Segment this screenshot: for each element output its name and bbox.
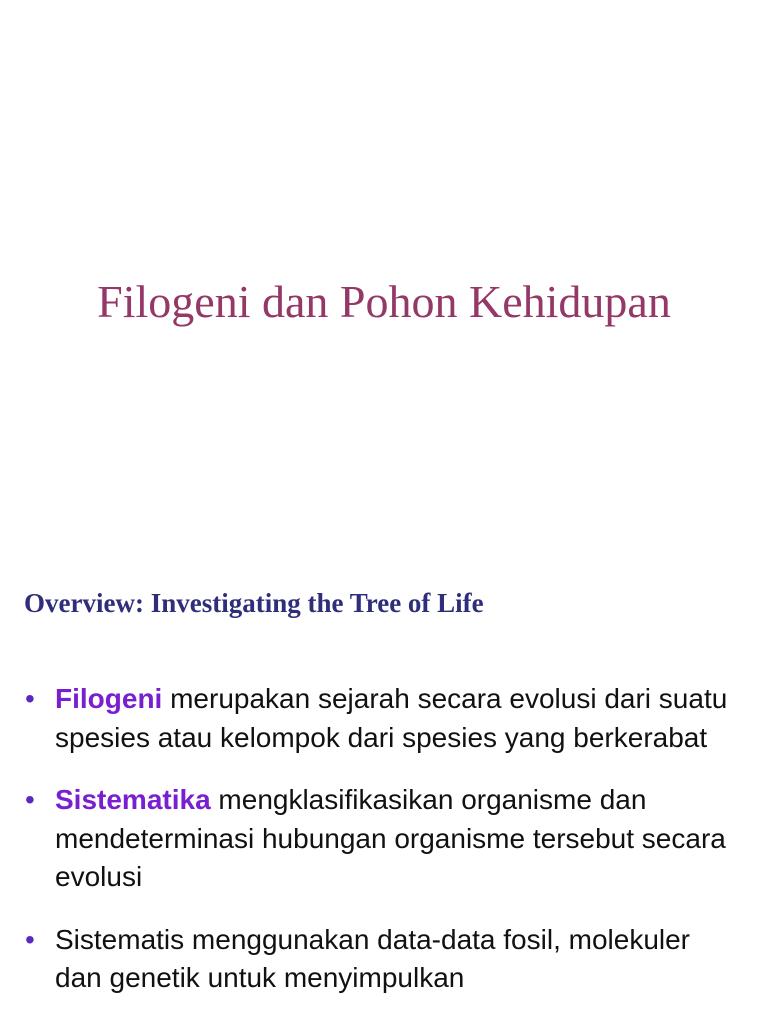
bullet-item-sistematika: [0, 781, 768, 897]
bullet-text: merupakan sejarah secara evolusi dari suatu spesies atau kelompok dari spesies yang berkerabat: [55, 683, 728, 753]
bullet-term: Sistematika: [55, 784, 211, 815]
slide-title: Filogeni dan Pohon Kehidupan: [97, 276, 671, 327]
bullet-dot-icon: •: [25, 784, 35, 815]
bullet-list: [0, 680, 768, 1022]
bullet-text: Sistematis menggunakan data-data fosil, molekuler dan genetik untuk menyimpulkan: [55, 923, 691, 993]
bullet-term: Filogeni: [55, 683, 163, 714]
bullet-item-sistematis: [0, 921, 768, 998]
bullet-text: mengklasifikasikan organisme dan mendeterminasi hubungan organisme tersebut secara evolusi: [55, 784, 726, 892]
bullet-dot-icon: •: [25, 683, 35, 714]
content-slide: [0, 560, 768, 1024]
bullet-dot-icon: •: [25, 923, 35, 955]
overview-heading: Overview: Investigating the Tree of Life: [24, 588, 484, 618]
bullet-item-filogeni: [0, 680, 768, 757]
